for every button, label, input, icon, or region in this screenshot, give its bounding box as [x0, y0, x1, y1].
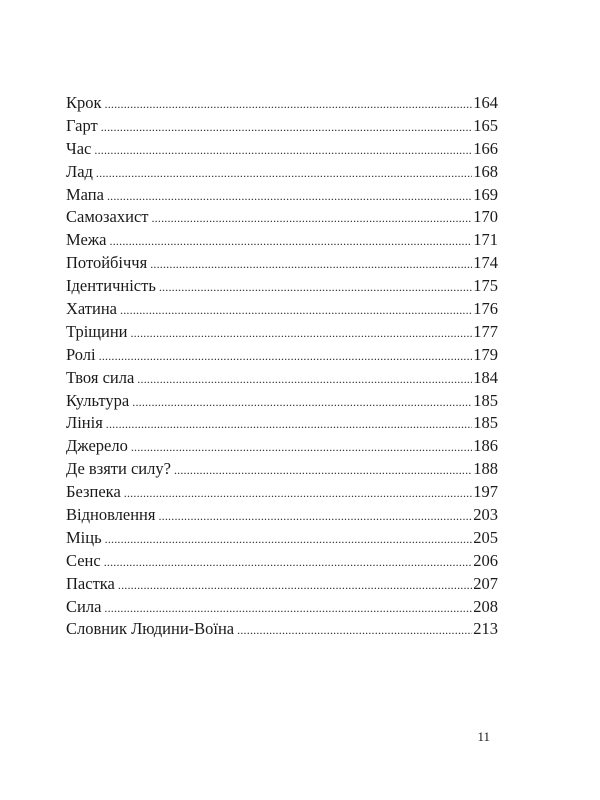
toc-entry-title: Межа [66, 230, 107, 250]
toc-entry-page: 179 [473, 344, 498, 364]
toc-leader-dots [131, 436, 472, 459]
toc-entry[interactable] [66, 504, 498, 527]
toc-entry-title: Відновлення [66, 505, 156, 525]
toc-entry[interactable] [66, 458, 498, 481]
toc-entry-page: 166 [473, 138, 498, 158]
toc-entry-title: Словник Людини-Воїна [66, 619, 235, 639]
toc-entry[interactable] [66, 229, 498, 252]
toc-entry[interactable] [66, 527, 498, 550]
toc-entry[interactable] [66, 115, 498, 138]
toc-entry-title: Крок [66, 93, 102, 112]
toc-leader-dots [94, 139, 472, 162]
toc-entry[interactable] [66, 321, 498, 344]
toc-entry-title: Хатина [66, 299, 118, 319]
toc-entry[interactable] [66, 367, 498, 390]
toc-entry-title: Міць [66, 527, 102, 547]
toc-entry-title: Джерело [66, 436, 128, 456]
toc-leader-dots [104, 597, 472, 620]
toc-entry-title: Гарт [66, 115, 98, 135]
toc-entry[interactable] [66, 481, 498, 504]
toc-entry-title: Твоя сила [66, 367, 135, 387]
toc-entry-title: Пастка [66, 573, 115, 593]
toc-leader-dots [105, 93, 473, 116]
toc-leader-dots [132, 391, 472, 414]
toc-entry-page: 185 [473, 413, 498, 433]
toc-entry-page: 203 [473, 505, 498, 525]
toc-entry-page: 205 [473, 527, 498, 547]
toc-entry[interactable] [66, 161, 498, 184]
table-of-contents [66, 92, 498, 641]
toc-entry[interactable] [66, 596, 498, 619]
toc-entry[interactable] [66, 298, 498, 321]
toc-leader-dots [150, 253, 472, 276]
toc-entry-page: 164 [473, 93, 498, 112]
toc-entry-title: Культура [66, 390, 130, 410]
toc-leader-dots [120, 299, 472, 322]
toc-leader-dots [118, 574, 472, 597]
page-number: 11 [477, 729, 490, 744]
toc-entry[interactable] [66, 92, 498, 115]
toc-entry-page: 188 [473, 459, 498, 479]
toc-entry-title: Мапа [66, 184, 104, 204]
toc-entry[interactable] [66, 344, 498, 367]
toc-entry-title: Лад [66, 161, 93, 181]
toc-leader-dots [106, 413, 472, 436]
toc-entry-title: Потойбіччя [66, 253, 148, 273]
toc-entry-page: 169 [473, 184, 498, 204]
toc-leader-dots [174, 459, 472, 482]
toc-entry-page: 168 [473, 161, 498, 181]
toc-leader-dots [151, 207, 472, 230]
toc-entry[interactable] [66, 412, 498, 435]
toc-entry-title: Безпека [66, 482, 121, 502]
toc-entry-title: Ідентичність [66, 276, 156, 296]
toc-leader-dots [99, 345, 473, 368]
toc-leader-dots [107, 185, 472, 208]
toc-entry-page: 174 [473, 253, 498, 273]
toc-entry-title: Самозахист [66, 207, 149, 227]
toc-entry[interactable] [66, 550, 498, 573]
toc-leader-dots [158, 505, 472, 528]
toc-entry-page: 171 [473, 230, 498, 250]
toc-entry[interactable] [66, 184, 498, 207]
toc-entry-title: Де взяти силу? [66, 459, 171, 479]
toc-entry-page: 208 [473, 596, 498, 616]
toc-entry[interactable] [66, 618, 498, 641]
toc-entry-page: 185 [473, 390, 498, 410]
toc-leader-dots [110, 230, 473, 253]
toc-entry-title: Лінія [66, 413, 103, 433]
toc-entry-page: 186 [473, 436, 498, 456]
toc-leader-dots [104, 551, 473, 574]
toc-leader-dots [105, 528, 473, 551]
toc-leader-dots [137, 368, 472, 391]
toc-entry[interactable] [66, 138, 498, 161]
toc-entry-page: 165 [473, 115, 498, 135]
toc-entry[interactable] [66, 252, 498, 275]
toc-entry[interactable] [66, 390, 498, 413]
toc-entry-title: Тріщини [66, 321, 128, 341]
toc-leader-dots [101, 116, 473, 139]
toc-leader-dots [130, 322, 472, 345]
toc-entry-title: Сенс [66, 550, 101, 570]
toc-entry-title: Час [66, 138, 92, 158]
toc-entry[interactable] [66, 573, 498, 596]
toc-entry-title: Ролі [66, 344, 96, 364]
toc-entry[interactable] [66, 275, 498, 298]
toc-entry-page: 176 [473, 299, 498, 319]
toc-entry-title: Сила [66, 596, 102, 616]
toc-leader-dots [159, 276, 472, 299]
toc-leader-dots [96, 162, 472, 185]
toc-entry-page: 207 [473, 573, 498, 593]
toc-entry-page: 184 [473, 367, 498, 387]
toc-entry[interactable] [66, 206, 498, 229]
toc-entry-page: 170 [473, 207, 498, 227]
toc-entry-page: 177 [473, 321, 498, 341]
toc-entry-page: 197 [473, 482, 498, 502]
toc-entry-page: 206 [473, 550, 498, 570]
toc-leader-dots [237, 619, 472, 642]
toc-leader-dots [124, 482, 472, 505]
toc-entry[interactable] [66, 435, 498, 458]
toc-entry-page: 213 [473, 619, 498, 639]
toc-entry-page: 175 [473, 276, 498, 296]
